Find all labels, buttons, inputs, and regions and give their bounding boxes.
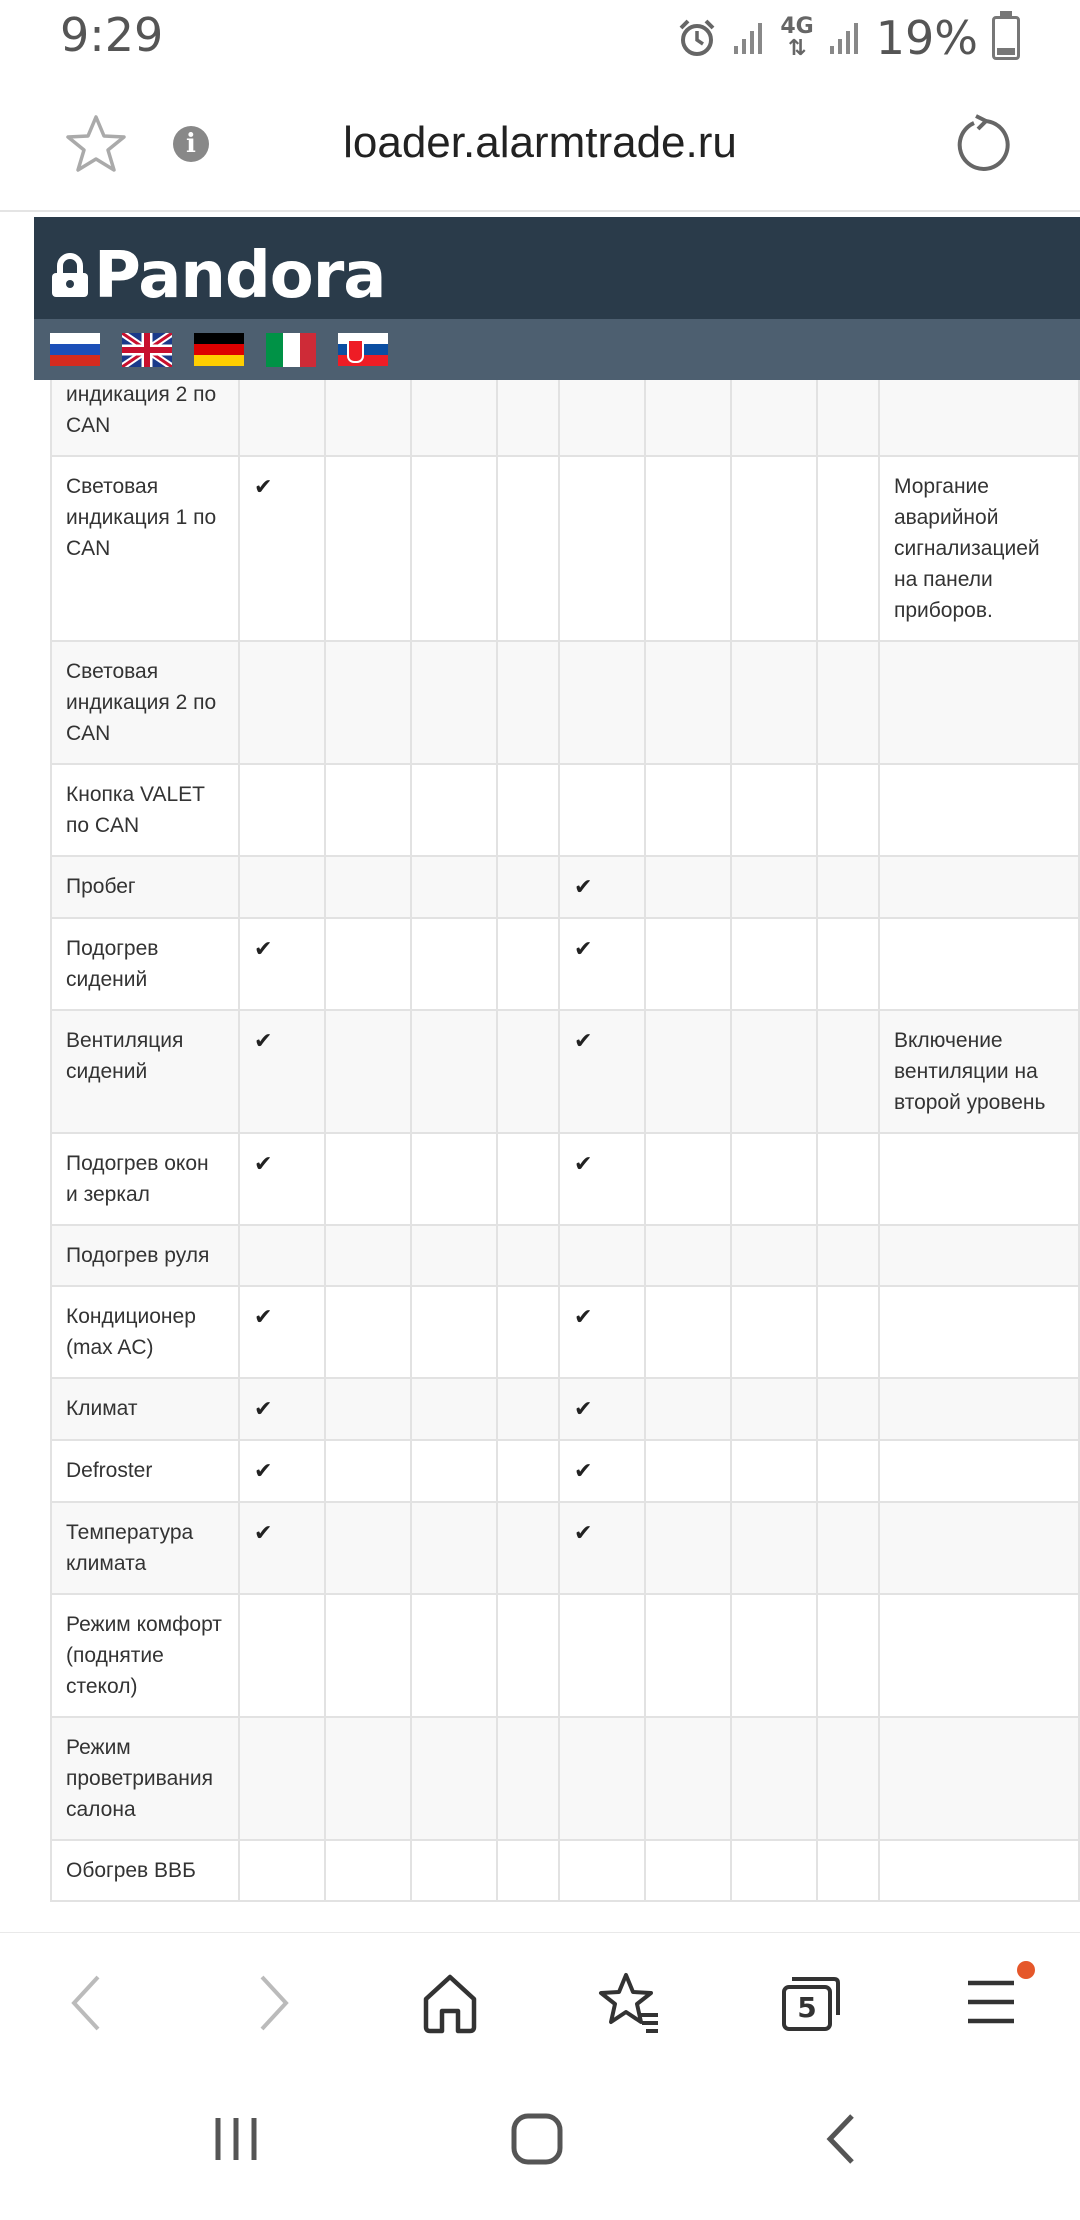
support-cell: [645, 1502, 731, 1594]
feature-note: [879, 918, 1079, 1010]
feature-note: [879, 1502, 1079, 1594]
support-cell: [411, 1010, 497, 1133]
status-icons: [676, 8, 1020, 68]
web-page: [0, 212, 1080, 1932]
battery-icon: [992, 16, 1020, 60]
support-cell: [325, 1378, 411, 1440]
status-time: 9:29: [60, 8, 164, 62]
feature-label: Режим комфорт (поднятие стекол): [51, 1594, 239, 1717]
back-icon[interactable]: [66, 1971, 106, 2035]
system-home-icon[interactable]: [510, 2112, 564, 2166]
feature-note: [879, 1378, 1079, 1440]
table-row: [51, 1440, 1079, 1502]
support-cell: [239, 1594, 325, 1717]
support-cell: [325, 456, 411, 641]
support-cell: [817, 1286, 879, 1378]
support-cell: [731, 1286, 817, 1378]
feature-note: [879, 1286, 1079, 1378]
support-cell: [817, 1440, 879, 1502]
support-cell: [645, 1440, 731, 1502]
support-cell: [239, 1286, 325, 1378]
support-cell: [411, 1840, 497, 1901]
support-cell: [817, 1010, 879, 1133]
support-cell: [817, 1225, 879, 1286]
feature-label: Световая индикация 2 по CAN: [51, 641, 239, 764]
support-cell: [325, 1840, 411, 1901]
check-icon: ✔: [574, 1396, 593, 1421]
support-cell: [559, 1133, 645, 1225]
feature-label: Кнопка VALET по CAN: [51, 764, 239, 856]
check-icon: ✔: [254, 1151, 273, 1176]
info-icon[interactable]: i: [173, 126, 209, 162]
support-cell: [239, 1840, 325, 1901]
support-cell: [731, 1378, 817, 1440]
support-cell: [559, 1010, 645, 1133]
support-cell: [559, 1440, 645, 1502]
support-cell: [497, 764, 559, 856]
table-row: [51, 764, 1079, 856]
feature-note: [879, 641, 1079, 764]
support-cell: [817, 1378, 879, 1440]
feature-note: [879, 1133, 1079, 1225]
signal-icon: [828, 20, 862, 56]
support-cell: [411, 856, 497, 918]
check-icon: ✔: [574, 1151, 593, 1176]
support-cell: [239, 456, 325, 641]
support-cell: [645, 1225, 731, 1286]
features-table: [50, 332, 1080, 1902]
table-row: [51, 1286, 1079, 1378]
feature-note: [879, 856, 1079, 918]
logo-bar: [34, 217, 1080, 319]
support-cell: [817, 1717, 879, 1840]
support-cell: [497, 1440, 559, 1502]
support-cell: [497, 1286, 559, 1378]
support-cell: [239, 918, 325, 1010]
support-cell: [817, 456, 879, 641]
recent-apps-icon[interactable]: [212, 2114, 260, 2164]
support-cell: [645, 1717, 731, 1840]
feature-label: Подогрев окон и зеркал: [51, 1133, 239, 1225]
support-cell: [411, 1594, 497, 1717]
support-cell: [497, 1378, 559, 1440]
support-cell: [239, 1440, 325, 1502]
support-cell: [411, 1225, 497, 1286]
support-cell: [817, 764, 879, 856]
system-navigation-bar: [0, 2082, 1080, 2220]
support-cell: [731, 1502, 817, 1594]
flag-russia[interactable]: [50, 333, 100, 367]
support-cell: [325, 856, 411, 918]
table-row: [51, 1378, 1079, 1440]
support-cell: [645, 1594, 731, 1717]
support-cell: [325, 1133, 411, 1225]
support-cell: [645, 1286, 731, 1378]
support-cell: [645, 856, 731, 918]
table-row: [51, 856, 1079, 918]
support-cell: [559, 1502, 645, 1594]
support-cell: [559, 918, 645, 1010]
table-row: [51, 918, 1079, 1010]
support-cell: [731, 1594, 817, 1717]
support-cell: [497, 856, 559, 918]
support-cell: [497, 1594, 559, 1717]
support-cell: [645, 456, 731, 641]
check-icon: ✔: [254, 1028, 273, 1053]
bookmarks-icon[interactable]: [598, 1971, 662, 2035]
support-cell: [559, 1286, 645, 1378]
language-bar: [34, 319, 1080, 380]
support-cell: [325, 1594, 411, 1717]
support-cell: [817, 1840, 879, 1901]
support-cell: [731, 456, 817, 641]
check-icon: ✔: [574, 1304, 593, 1329]
support-cell: [817, 918, 879, 1010]
support-cell: [731, 1225, 817, 1286]
check-icon: ✔: [254, 936, 273, 961]
support-cell: [817, 1502, 879, 1594]
support-cell: [817, 1594, 879, 1717]
support-cell: [817, 856, 879, 918]
table-row: [51, 1717, 1079, 1840]
support-cell: [239, 641, 325, 764]
flag-uk[interactable]: [122, 333, 172, 367]
support-cell: [559, 1717, 645, 1840]
check-icon: ✔: [574, 1028, 593, 1053]
feature-label: Пробег: [51, 856, 239, 918]
support-cell: [559, 456, 645, 641]
menu-icon[interactable]: [966, 1979, 1016, 2025]
feature-label: Кондиционер (max AC): [51, 1286, 239, 1378]
support-cell: [239, 1502, 325, 1594]
support-cell: [731, 641, 817, 764]
support-cell: [731, 764, 817, 856]
support-cell: [411, 918, 497, 1010]
feature-label: Подогрев руля: [51, 1225, 239, 1286]
support-cell: [497, 918, 559, 1010]
support-cell: [645, 1840, 731, 1901]
support-cell: [239, 1133, 325, 1225]
reload-icon[interactable]: [954, 114, 1016, 176]
check-icon: ✔: [574, 1458, 593, 1483]
pandora-logo[interactable]: [50, 239, 385, 313]
support-cell: [325, 1225, 411, 1286]
browser-toolbar: [0, 1932, 1080, 2083]
support-cell: [239, 1010, 325, 1133]
support-cell: [411, 1133, 497, 1225]
table-row: [51, 1502, 1079, 1594]
check-icon: ✔: [574, 936, 593, 961]
home-icon[interactable]: [420, 1971, 480, 2035]
feature-label: индикация 2 по CAN: [51, 333, 239, 456]
support-cell: [411, 1378, 497, 1440]
support-cell: [645, 918, 731, 1010]
support-cell: [411, 1286, 497, 1378]
support-cell: [731, 856, 817, 918]
flag-italy[interactable]: [266, 333, 316, 367]
signal-icon: [732, 20, 766, 56]
support-cell: [497, 1010, 559, 1133]
support-cell: [411, 456, 497, 641]
support-cell: [497, 1133, 559, 1225]
battery-percent: 19%: [875, 11, 978, 65]
feature-label: Обогрев ВВБ: [51, 1840, 239, 1901]
check-icon: ✔: [254, 1520, 273, 1545]
support-cell: [731, 1840, 817, 1901]
check-icon: ✔: [254, 1396, 273, 1421]
table-row: [51, 1225, 1079, 1286]
support-cell: [325, 1502, 411, 1594]
feature-note: [879, 1594, 1079, 1717]
feature-note: [879, 764, 1079, 856]
check-icon: ✔: [254, 1458, 273, 1483]
support-cell: [325, 764, 411, 856]
lock-icon: [50, 253, 90, 299]
support-cell: [411, 1502, 497, 1594]
support-cell: [239, 856, 325, 918]
table-row: [51, 456, 1079, 641]
support-cell: [325, 918, 411, 1010]
support-cell: [325, 1717, 411, 1840]
feature-label: Режим проветривания салона: [51, 1717, 239, 1840]
table-row: [51, 1840, 1079, 1901]
support-cell: [731, 1440, 817, 1502]
feature-note: [879, 1440, 1079, 1502]
table-row: [51, 1594, 1079, 1717]
support-cell: [559, 764, 645, 856]
flag-slovakia[interactable]: [338, 333, 388, 367]
forward-icon[interactable]: [254, 1971, 294, 2035]
support-cell: [497, 1502, 559, 1594]
support-cell: [239, 1378, 325, 1440]
support-cell: [645, 641, 731, 764]
support-cell: [325, 641, 411, 764]
feature-label: Defroster: [51, 1440, 239, 1502]
system-back-icon[interactable]: [822, 2112, 858, 2166]
notification-dot: [1017, 1961, 1035, 1979]
support-cell: [731, 1010, 817, 1133]
feature-label: Подогрев сидений: [51, 918, 239, 1010]
feature-label: Световая индикация 1 по CAN: [51, 456, 239, 641]
feature-label: Температура климата: [51, 1502, 239, 1594]
support-cell: [559, 1378, 645, 1440]
tabs-button[interactable]: [780, 1969, 844, 2033]
support-cell: [411, 1440, 497, 1502]
support-cell: [731, 1717, 817, 1840]
alarm-icon: [676, 17, 718, 59]
support-cell: [325, 1440, 411, 1502]
feature-note: [879, 1225, 1079, 1286]
tabs-count: 5: [797, 1991, 817, 2024]
check-icon: ✔: [574, 1520, 593, 1545]
network-type: 4G ⇅: [780, 14, 814, 61]
feature-note: Включение вентиляции на второй уровень: [879, 1010, 1079, 1133]
support-cell: [497, 1717, 559, 1840]
support-cell: [411, 641, 497, 764]
support-cell: [239, 764, 325, 856]
support-cell: [325, 1286, 411, 1378]
table-row: [51, 1133, 1079, 1225]
support-cell: [325, 1010, 411, 1133]
feature-note: Моргание аварийной сигнализацией на панели приборов.: [879, 456, 1079, 641]
support-cell: [817, 641, 879, 764]
support-cell: [731, 1133, 817, 1225]
support-cell: [411, 764, 497, 856]
feature-label: Вентиляция сидений: [51, 1010, 239, 1133]
support-cell: [645, 764, 731, 856]
browser-address-bar: [0, 80, 1080, 212]
status-bar: [0, 0, 1080, 80]
support-cell: [239, 1717, 325, 1840]
support-cell: [731, 918, 817, 1010]
table-row: [51, 1010, 1079, 1133]
support-cell: [559, 1840, 645, 1901]
support-cell: [645, 1010, 731, 1133]
support-cell: [411, 1717, 497, 1840]
check-icon: ✔: [254, 474, 273, 499]
brand-name: Pandora: [94, 239, 386, 313]
check-icon: ✔: [574, 874, 593, 899]
feature-note: [879, 1840, 1079, 1901]
site-header: [34, 217, 1080, 380]
feature-label: Климат: [51, 1378, 239, 1440]
support-cell: [497, 1840, 559, 1901]
support-cell: [497, 456, 559, 641]
support-cell: [559, 1225, 645, 1286]
support-cell: [559, 1594, 645, 1717]
support-cell: [559, 641, 645, 764]
check-icon: ✔: [254, 1304, 273, 1329]
support-cell: [645, 1133, 731, 1225]
support-cell: [559, 856, 645, 918]
support-cell: [817, 1133, 879, 1225]
table-row: [51, 641, 1079, 764]
support-cell: [497, 1225, 559, 1286]
url-text[interactable]: loader.alarmtrade.ru: [343, 118, 737, 167]
feature-note: [879, 1717, 1079, 1840]
support-cell: [239, 1225, 325, 1286]
support-cell: [645, 1378, 731, 1440]
flag-germany[interactable]: [194, 333, 244, 367]
support-cell: [497, 641, 559, 764]
